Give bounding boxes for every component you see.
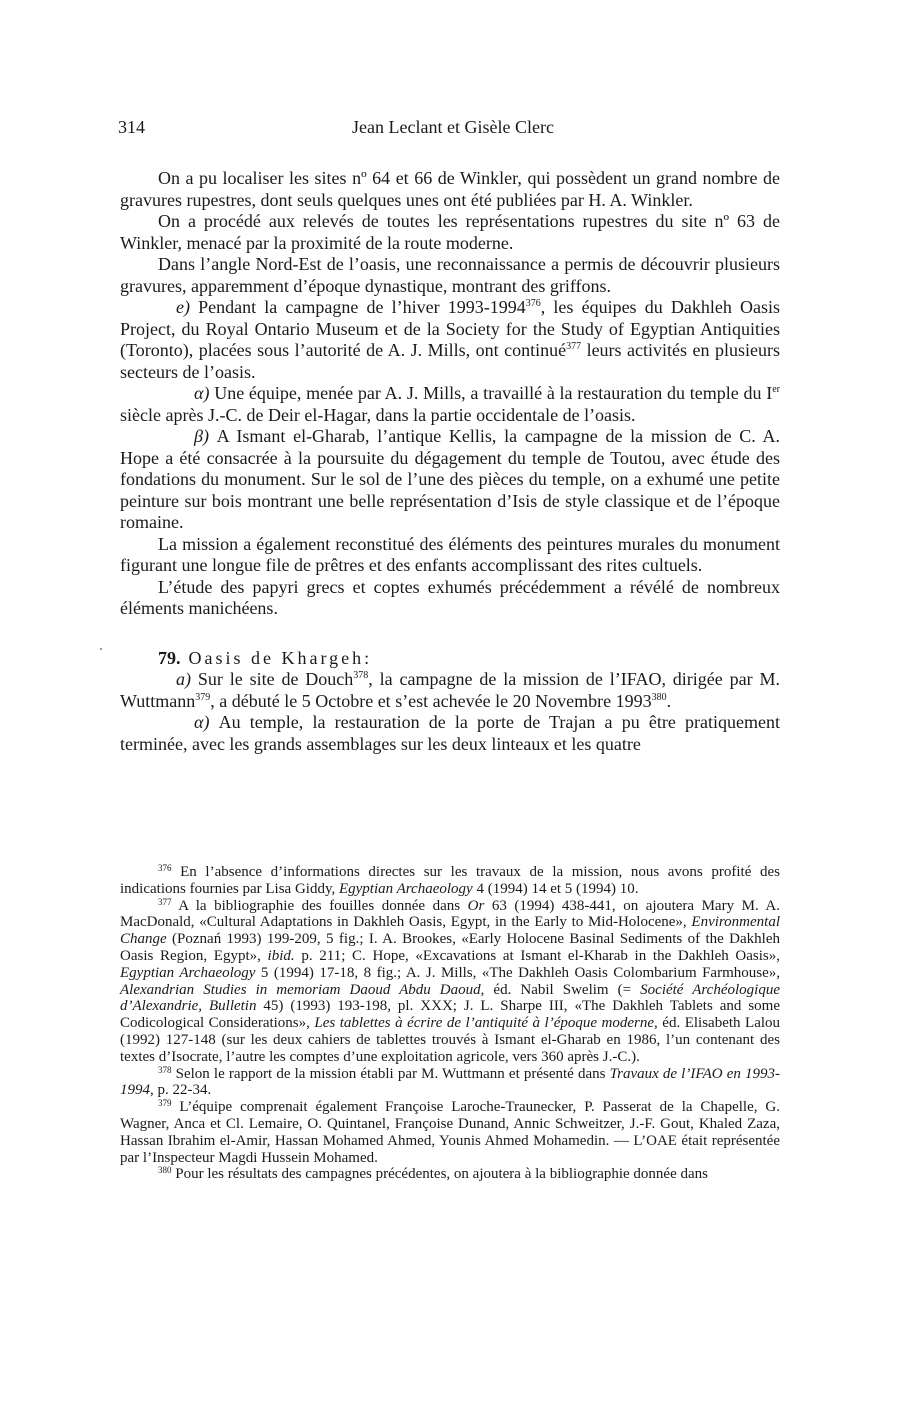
paragraph-deir-el-hagar: α) Une équipe, menée par A. J. Mills, a travaillé à la restauration du temple du Ier siècle après J.-C. de Deir el-Hagar, dans la partie occidentale de l’oasis. — [120, 383, 780, 425]
scan-speck — [100, 648, 102, 650]
footnote-ref: 380 — [651, 691, 667, 703]
section-heading — [120, 648, 780, 670]
footnote-ref: 378 — [353, 670, 369, 681]
paragraph-papyri: L’étude des papyri grecs et coptes exhumés précédemment a révélé de nombreux éléments manichéens. — [120, 576, 780, 618]
section-number: 79. — [158, 647, 181, 668]
footnote-ref: 376 — [525, 298, 541, 309]
section-title: Oasis de Khargeh: — [188, 647, 373, 668]
footnote-379: $^{379}$ L’équipe comprenait également Françoise Laroche-Traunecker, P. Passerat de la Chapelle, G. Wagner, Anca et Cl. Lemaire, O. Quintanel, Françoise Dunand, Annic Schweitzer, J.-F. Gout, Khaled Zaza, Hassan Ibrahim el-Amir, Hassan Mohamed Ahmed, Younis Ahmed Mohamedin. — L’OAE était représentée par l’Inspecteur Magdi Hussein Mohamed. — [120, 1098, 780, 1166]
list-marker: α) — [194, 712, 210, 732]
footnote-ref: 379 — [195, 691, 211, 703]
paragraph-griffons: Dans l’angle Nord-Est de l’oasis, une reconnaissance a permis de découvrir plusieurs gravures, apparemment d’époque dynastique, montrant des griffons. — [120, 254, 780, 296]
main-text — [120, 168, 780, 755]
list-marker: α) — [194, 383, 210, 403]
paragraph-site-63: On a procédé aux relevés de toutes les représentations rupestres du site nº 63 de Winkler, menacé par la proximité de la route moderne. — [120, 211, 780, 253]
paragraph-trajan-gate: α) Au temple, la restauration de la porte de Trajan a pu être pratiquement terminée, avec les grands assemblages sur les deux linteaux et les quatre — [120, 712, 780, 754]
footnotes — [120, 864, 780, 1183]
footnote-376: $^{376}$ En l’absence d’informations directes sur les travaux de la mission, nous avons profité des indications fournies par Lisa Giddy, Egyptian Archaeology 4 (1994) 14 et 5 (1994) 10. — [120, 863, 780, 897]
footnote-ref: 377 — [566, 341, 582, 352]
list-marker: β) — [194, 426, 209, 446]
list-marker: e) — [176, 297, 190, 317]
footnote-380: $^{380}$ Pour les résultats des campagnes précédentes, on ajoutera à la bibliographie donnée dans — [158, 1165, 708, 1183]
page-number: 314 — [118, 117, 145, 137]
footnote-377: $^{377}$ A la bibliographie des fouilles donnée dans Or 63 (1994) 438-441, on ajoutera Mary M. A. MacDonald, «Cultural Adaptations in Dakhleh Oasis, Egypt, in the Early to Mid-Holocene», Environmental Change (Poznań 1993) 199-209, 5 fig.; I. A. Brookes, «Early Holocene Basinal Sediments of the Dakhleh Oasis Region, Egypt», ibid. p. 211; C. Hope, «Excavations at Ismant el-Kharab in the Dakhleh Oasis», Egyptian Archaeology 5 (1994) 17-18, 8 fig.; A. J. Mills, «The Dakhleh Oasis Colombarium Farmhouse», Alexandrian Studies in memoriam Daoud Abdu Daoud, éd. Nabil Swelim (= Société Archéologique d’Alexandrie, Bulletin 45) (1993) 193-198, pl. XXX; J. L. Sharpe III, «The Dakhleh Tablets and some Codicological Considerations», Les tablettes à écrire de l’antiquité à l’époque moderne, éd. Elisabeth Lalou (1992) 127-148 (sur les deux cahiers de tablettes trouvés à Ismant el-Gharab en 1986, l’un contenant des textes d’Isocrate, l’autre les comptes d’une exploitation agricole, vers 360 après J.-C.). — [120, 896, 781, 1065]
paragraph-ismant-el-gharab: β) A Ismant el-Gharab, l’antique Kellis, la campagne de la mission de C. A. Hope a été consacrée à la poursuite du dégagement du temple de Toutou, avec étude des fondations du monument. Sur le sol de l’une des pièces du temple, on a exhumé une petite peinture sur bois montrant une belle représentation d’Isis de style classique et de l’époque romaine. — [120, 426, 780, 532]
paragraph-winkler-sites: On a pu localiser les sites nº 64 et 66 de Winkler, qui possèdent un grand nombre de gravures rupestres, dont seuls quelques unes ont été publiées par H. A. Winkler. — [120, 168, 780, 210]
list-marker: a) — [176, 669, 191, 689]
footnote-378: $^{378}$ Selon le rapport de la mission établi par M. Wuttmann et présenté dans Travaux de l’IFAO en 1993-1994, p. 22-34. — [120, 1064, 780, 1099]
running-title: Jean Leclant et Gisèle Clerc — [352, 117, 554, 137]
paragraph-dakhleh-campaign: e) Pendant la campagne de l’hiver 1993-1994$^{376}$, les équipes du Dakhleh Oasis Project, du Royal Ontario Museum et de la Society for the Study of Egyptian Antiquities (Toronto), placées sous l’autorité de A. J. Mills, ont continué$^{377}$ leurs activités en plusieurs secteurs de l’oasis. — [120, 297, 780, 382]
paragraph-mural-paintings: La mission a également reconstitué des éléments des peintures murales du monument figurant une longue file de prêtres et des enfants accomplissant des rites cultuels. — [120, 533, 780, 575]
paragraph-douch: a) Sur le site de Douch$^{378}$, la campagne de la mission de l’IFAO, dirigée par M. Wuttmann$^{379}$, a débuté le 5 Octobre et s’est achevée le 20 Novembre 1993$^{380}$. — [120, 669, 780, 711]
